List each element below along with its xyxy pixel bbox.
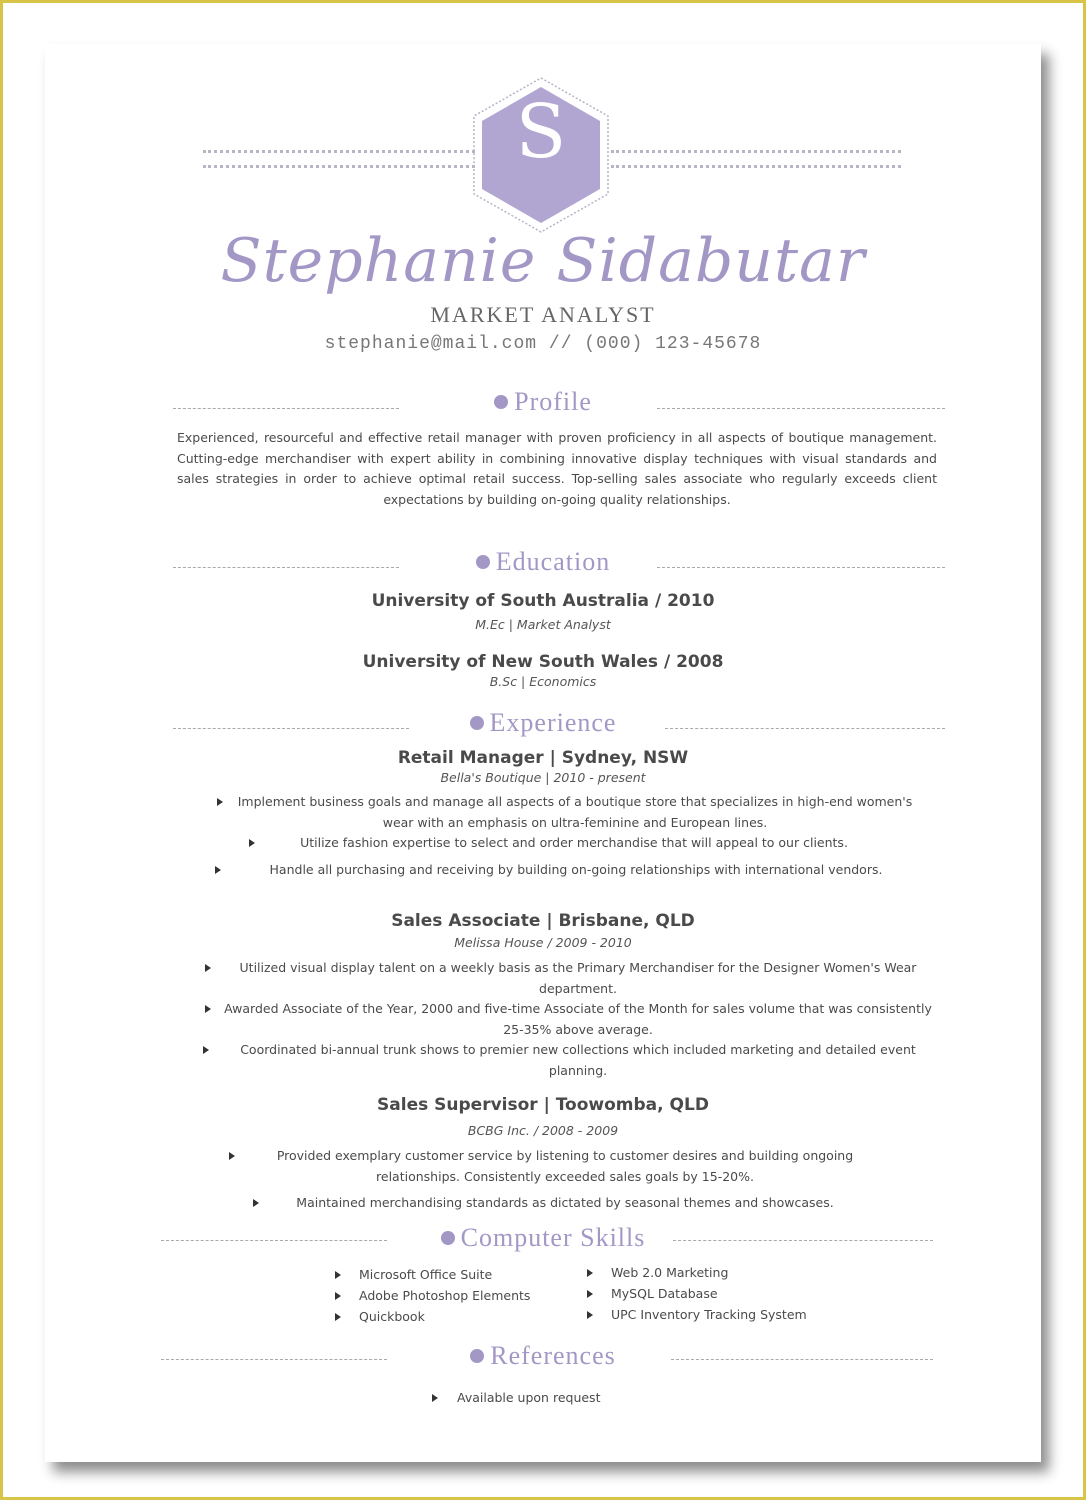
section-heading-education: Education <box>45 547 1041 577</box>
job-bullet: Utilize fashion expertise to select and order merchandise that will appeal to our clients. <box>300 835 848 850</box>
job-title-line: Sales Associate | Brisbane, QLD <box>391 911 695 931</box>
skill-item: Web 2.0 Marketing <box>611 1265 729 1280</box>
job-bullet: Utilized visual display talent on a weekly basis as the Primary Merchandiser for the Designer Women's Wear department. <box>239 960 917 996</box>
header-dotted-rule-right <box>611 150 901 168</box>
job-title-line: Retail Manager | Sydney, NSW <box>397 748 689 768</box>
section-heading-profile: Profile <box>45 387 1041 417</box>
resume-page <box>45 44 1041 1462</box>
section-heading-computer-skills: Computer Skills <box>45 1223 1041 1253</box>
job-title: MARKET ANALYST <box>430 302 656 327</box>
triangle-bullet-icon <box>229 1152 235 1160</box>
triangle-bullet-icon <box>215 866 221 874</box>
skill-item: Microsoft Office Suite <box>359 1267 493 1282</box>
bullet-dot-icon <box>494 395 508 409</box>
triangle-bullet-icon <box>587 1290 593 1298</box>
contact-line: stephanie@mail.com // (000) 123-45678 <box>324 334 762 354</box>
profile-summary: Experienced, resourceful and effective retail manager with proven proficiency in all aspects of boutique management. Cutting-edge merchandiser with expert ability in combining innovative display techniques with visual standards and sales strategies in order to achieve optimal retail success. Top-selling sales associate who regularly exceeds client expectations by building on-going quality relationships. <box>177 430 937 507</box>
job-company-line: BCBG Inc. / 2008 - 2009 <box>467 1123 619 1138</box>
monogram-badge <box>472 77 610 233</box>
job-bullet: Maintained merchandising standards as dictated by seasonal themes and showcases. <box>296 1195 834 1210</box>
bullet-dot-icon <box>470 716 484 730</box>
triangle-bullet-icon <box>249 839 255 847</box>
education-school: University of South Australia / 2010 <box>371 591 715 611</box>
triangle-bullet-icon <box>432 1394 438 1402</box>
triangle-bullet-icon <box>587 1269 593 1277</box>
triangle-bullet-icon <box>205 1005 211 1013</box>
skill-item: Adobe Photoshop Elements <box>359 1288 531 1303</box>
job-bullet: Awarded Associate of the Year, 2000 and five-time Associate of the Month for sales volume that was consistently 25-35% above average. <box>224 1001 932 1037</box>
triangle-bullet-icon <box>217 798 223 806</box>
header-dotted-rule-left <box>203 150 475 168</box>
job-bullet: Handle all purchasing and receiving by building on-going relationships with international vendors. <box>269 862 883 877</box>
job-title-line: Sales Supervisor | Toowomba, QLD <box>377 1095 709 1115</box>
bullet-dot-icon <box>441 1231 455 1245</box>
triangle-bullet-icon <box>335 1292 341 1300</box>
triangle-bullet-icon <box>587 1311 593 1319</box>
section-heading-experience: Experience <box>45 708 1041 738</box>
education-degree: M.Ec | Market Analyst <box>475 617 611 632</box>
education-school: University of New South Wales / 2008 <box>362 652 724 672</box>
skill-item: Quickbook <box>359 1309 425 1324</box>
reference-item: Available upon request <box>457 1390 601 1405</box>
job-bullet: Provided exemplary customer service by listening to customer desires and building ongoing relationships. Consistently exceeded sales goals by 15-20%. <box>276 1148 854 1184</box>
candidate-name: Stephanie Sidabutar <box>220 226 866 296</box>
bullet-dot-icon <box>476 555 490 569</box>
bullet-dot-icon <box>470 1349 484 1363</box>
section-heading-references: References <box>45 1341 1041 1371</box>
job-company-line: Bella's Boutique | 2010 - present <box>440 770 646 785</box>
job-bullet: Coordinated bi-annual trunk shows to premier new collections which included marketing and detailed event planning. <box>240 1042 916 1078</box>
skill-item: MySQL Database <box>611 1286 718 1301</box>
triangle-bullet-icon <box>203 1046 209 1054</box>
monogram-letter: S <box>515 89 567 175</box>
triangle-bullet-icon <box>205 964 211 972</box>
job-bullet: Implement business goals and manage all aspects of a boutique store that specializes in high-end women's wear with an emphasis on ultra-feminine and European lines. <box>237 794 913 830</box>
triangle-bullet-icon <box>335 1313 341 1321</box>
triangle-bullet-icon <box>253 1199 259 1207</box>
education-degree: B.Sc | Economics <box>489 674 597 689</box>
skill-item: UPC Inventory Tracking System <box>611 1307 807 1322</box>
job-company-line: Melissa House / 2009 - 2010 <box>454 935 632 950</box>
triangle-bullet-icon <box>335 1271 341 1279</box>
